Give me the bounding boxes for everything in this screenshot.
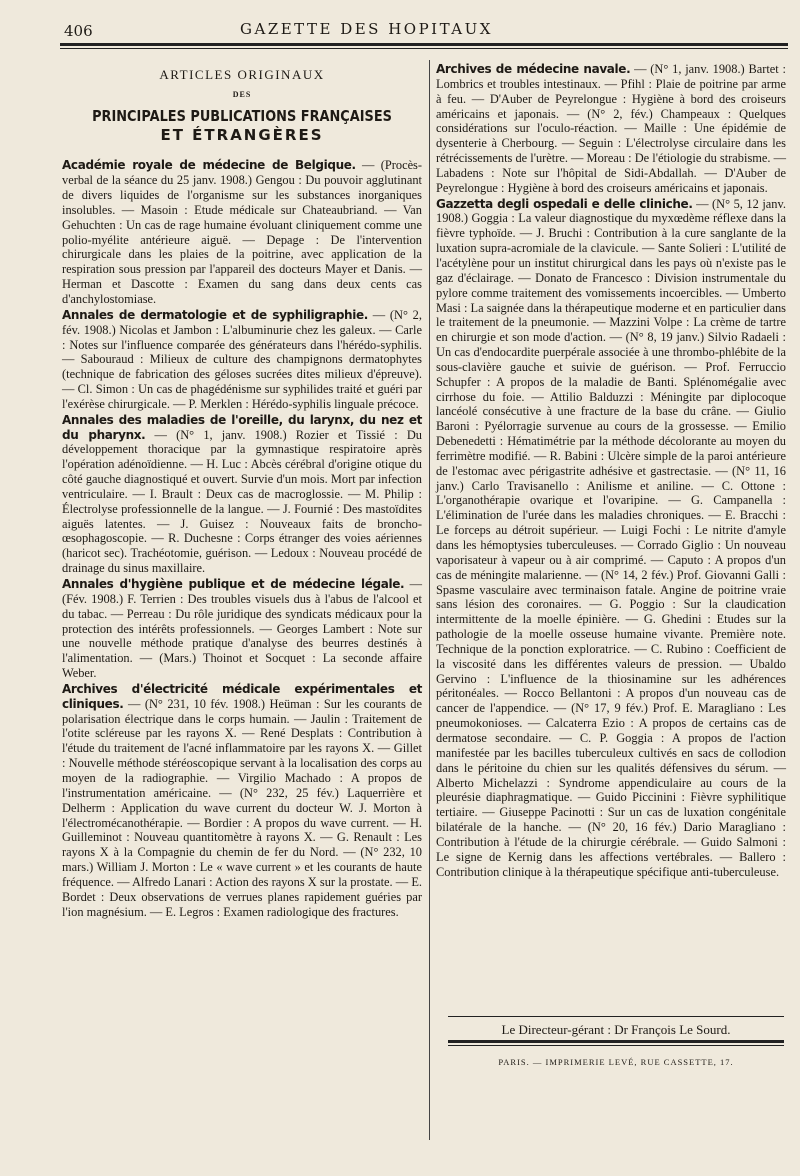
journal-title: Gazzetta degli ospedali e delle cliniche. [436, 196, 693, 211]
section-line-2: DES [232, 89, 252, 99]
section-heading [62, 68, 422, 142]
journal-contents: — (Fév. 1908.) F. Terrien : Des troubles visuels dus à l'abus de l'alcool et du tabac. — Perreau : Du rôle juridique des syndicats médicaux pour la protection des intérêts professionnels. — Georges Lambert : Note sur une nouvelle méthode pratique d'analyse des beurres destinés à l'alimentation. — (Mars.) Thoinot et Socquet : La seconde affaire Weber. [62, 577, 422, 681]
journal-entry [62, 682, 422, 920]
journal-entry [62, 158, 422, 306]
column-divider [429, 60, 430, 1140]
footer-rule-thin [448, 1045, 784, 1046]
section-line-3: PRINCIPALES PUBLICATIONS FRANÇAISES [92, 106, 392, 125]
right-column [436, 62, 786, 880]
journal-contents: — (N° 1, janv. 1908.) Rozier et Tissié : Du développement thoracique par la gymnastique respiratoire après l'opération adénoïdienne. — H. Luc : Abcès cérébral d'origine otique du côté gauche diagnostiqué et ouvert. Survie d'un mois. Mort par infection ventriculaire. — I. Brault : Deux cas de macroglossie. — M. Philip : Électrolyse professionnelle de la langue. — J. Fournié : Des mastoïdites aiguës latentes. — J. Guisez : Nouveaux faits de broncho-œsophagoscopie. — R. Duchesne : Corps étranger des voies aériennes (haricot sec). Trachéotomie, guérison. — Ledoux : Nouveau procédé de drainage du sinus maxillaire. [62, 427, 422, 576]
journal-entry [62, 577, 422, 681]
journal-title: Archives de médecine navale. [436, 62, 631, 76]
journal-contents: — (N° 231, 10 fév. 1908.) Heüman : Sur les courants de polarisation électrique dans le corps humain. — Jaulin : Traitement de l'otite scléreuse par les rayons X. — René Desplats : Contribution à l'étude du traitement de l'acné inflammatoire par les rayons X. — Gillet : Nouvelle méthode stéréoscopique servant à la localisation des corps au moyen de la radiographie. — Virgilio Machado : A propos de l'instrumentation américaine. — (N° 232, 25 fév.) Laquerrière et Delherm : Application du wave current du docteur W. J. Morton à l'électromécanothérapie. — Bordier : A propos du wave current. — H. Guilleminot : Nouveau quantitomètre à rayons X. — G. Renault : Les rayons X à la Compagnie du chemin de fer du Nord. — (N° 232, 10 mars.) William J. Morton : Le « wave current » et les courants de haute fréquence. — Alfredo Lanari : Action des rayons X sur la prostate. — E. Bordet : Deux observations de verrues planes rapidement guéries par l'ion magnésium. — E. Legros : Examen radiologique des fractures. [62, 696, 422, 919]
journal-contents: — (N° 5, 12 janv. 1908.) Goggia : La valeur diagnostique du myxœdème réflexe dans la fièvre typhoïde. — J. Bruchi : Contribution à la cure sanglante de la luxation supra-acromiale de la clavicule. — Sante Solieri : L'utilité de l'acétylène pour un institut chirurgical dans les pays où n'existe pas le gaz d'éclairage. — Donato de Francesco : Division instrumentale du pylore comme traitement des vomissements incoercibles. — Umberto Masi : La saignée dans la thérapeutique moderne et en particulier dans le traitement de la pneumonie. — Mazzini Volpe : La crème de tartre en chirurgie et son mode d'action. — (N° 8, 19 janv.) Silvio Radaeli : Un cas d'endocardite puerpérale associée à une thrombo-phlébite de la sous-clavière gauche et suivie de guérison. — Prof. Ferruccio Schupfer : A propos de la maladie de Banti. Splénomégalie avec cirrhose du foie. — Attilio Balduzzi : Méningite par diplocoque lancéolé consécutive à une fracture de la base du crâne. — Giulio Baroni : Pyélorragie survenue au cours de la grossesse. — Emilio Debenedetti : Hématimétrie par la méthode décolorante au moyen du ferrimètre modifié. — R. Babini : Ulcère simple de la paroi antérieure de l'estomac avec périgastrite adhésive et gastrectasie. — (N° 11, 16 janv.) Carlo Travisanello : Anilisme et aniline. — C. Ottone : L'organothérapie ovarique et l'ovaripine. — G. Campanella : L'élimination de l'urée dans les maladies chroniques. — E. Bracchi : Le forceps au détroit supérieur. — Luigi Fochi : Le nitrite d'amyle dans les hémoptysies tuberculeuses. — Corrado Giglio : Un nouveau vaporisateur à vapeur ou à air comprimé. — Caputo : A propos d'un cas de méningite malarienne. — (N° 14, 2 fév.) Prof. Giovanni Galli : Spasme vasculaire avec terminaison fatale. Angine de poitrine vraie sans lésion des coronaires. — G. Poggio : Sur la claudication intermittente de la moelle épinière. — G. Ghedini : Etudes sur la pathologie de la moelle osseuse humaine vivante. Première note. Technique de la ponction exploratrice. — C. Rubino : Coefficient de la viscosité dans les différentes valeurs de pression. — Ubaldo Gervino : L'influence de la thiosinamine sur les adhérences péritonéales. — Rocco Bellantoni : A propos d'un nouveau cas de cancer de l'appendice. — (N° 17, 9 fév.) Prof. E. Maragliano : Les pneumokonioses. — Calcaterra Ezio : A propos de certains cas de dermatose secondaire. — C. P. Goggia : A propos de l'action manifestée par les bacilles tuberculeux cultivés en sacs de collodion dans le péritoine du chien sur les qualités défensives du sérum. — Alberto Michelazzi : Syndrome appendiculaire au cours de la pleurésie diaphragmatique. — Guido Piccinini : Fièvre syphilitique tertiaire. — Giuseppe Pacinotti : Sur un cas de luxation congénitale bilatérale de la hanche. — (N° 20, 16 fév.) Dario Maragliano : Contribution à l'étude de la chirurgie cérébrale. — Guido Salmoni : Le signe de Kernig dans les affections vertébrales. — Ballero : Contribution clinique à la thérapeutique spécifique anti-tuberculeuse. [436, 196, 786, 879]
journal-title: Académie royale de médecine de Belgique. [62, 158, 356, 173]
journal-contents: — (N° 2, fév. 1908.) Nicolas et Jambon : L'albuminurie chez les galeux. — Carle : Notes sur l'influence comparée des générateurs dans l'hérédo-syphilis. — Sabouraud : Milieux de culture des champignons dermatophytes (technique de fabrication des géloses sucrées dites milieux d'épreuve). — Cl. Simon : Un cas de phagédénisme sur syphilides traité et guéri par l'exérèse chirurgicale. — P. Merklen : Hérédo-syphilis linguale précoce. [62, 307, 422, 411]
journal-title: Archives d'électricité médicale expérimentales et cliniques. [62, 681, 422, 711]
footer-rule-thick [448, 1040, 784, 1043]
header-rule-thick [60, 43, 788, 46]
director-signature-line: Le Directeur-gérant : Dr François Le Sourd. [501, 1022, 731, 1037]
footer-rule-top [448, 1016, 784, 1017]
section-line-4: ET ÉTRANGÈRES [160, 125, 324, 144]
left-column [62, 62, 422, 920]
header-rule-thin [60, 48, 788, 49]
journal-title: Annales d'hygiène publique et de médecine légale. [62, 577, 405, 591]
journal-entry [436, 197, 786, 880]
journal-title: Annales de dermatologie et de syphiligraphie. [62, 307, 369, 322]
printer-imprint: PARIS. — IMPRIMERIE LEVÉ, RUE CASSETTE, 17. [498, 1057, 734, 1067]
journal-contents: — (N° 1, janv. 1908.) Bartet : Lombrics et troubles intestinaux. — Pfihl : Plaie de poitrine par arme à feu. — D'Auber de Peyrelongue : Hygiène à bord des croiseurs américains et japonais. — (N° 2, fév.) Champeaux : Quelques considérations sur l'oculo-réaction. — Maille : Une épidémie de dysenterie à Cherbourg. — Seguin : L'électrolyse circulaire dans les rétrécissements de l'urètre. — Moreau : De l'étiologie du strabisme. — Labadens : Note sur l'hôpital de Sidi-Abdallah. — D'Auber de Peyrelongue : Hygiène à bord des croiseurs américains et japonais. [436, 62, 786, 195]
section-line-1: ARTICLES ORIGINAUX [159, 67, 325, 82]
journal-entry [62, 413, 422, 576]
journal-title: Annales des maladies de l'oreille, du larynx, du nez et du pharynx. [62, 412, 422, 442]
journal-entry [62, 308, 422, 412]
journal-contents: — (Procès-verbal de la séance du 25 janv. 1908.) Gengou : Du pouvoir agglutinant de divers liquides de l'organisme sur les substances inorganiques insolubles. — Masoin : Etude médicale sur Chateaubriand. — Van Gehuchten : Un cas de rage humaine évoluant cliniquement comme une polio-myélite antérieure aiguë. — Depage : De l'intervention chirurgicale dans les plaies de la poitrine, avec application de la respiration sous pression par l'appareil des docteurs Mayer et Danis. — Herman et Dascotte : Examen du sang dans deux cents cas d'anchylostomiase. [62, 158, 423, 306]
page-number: 406 [64, 22, 93, 40]
journal-entry [436, 62, 786, 196]
running-head: GAZETTE DES HOPITAUX [240, 20, 493, 38]
